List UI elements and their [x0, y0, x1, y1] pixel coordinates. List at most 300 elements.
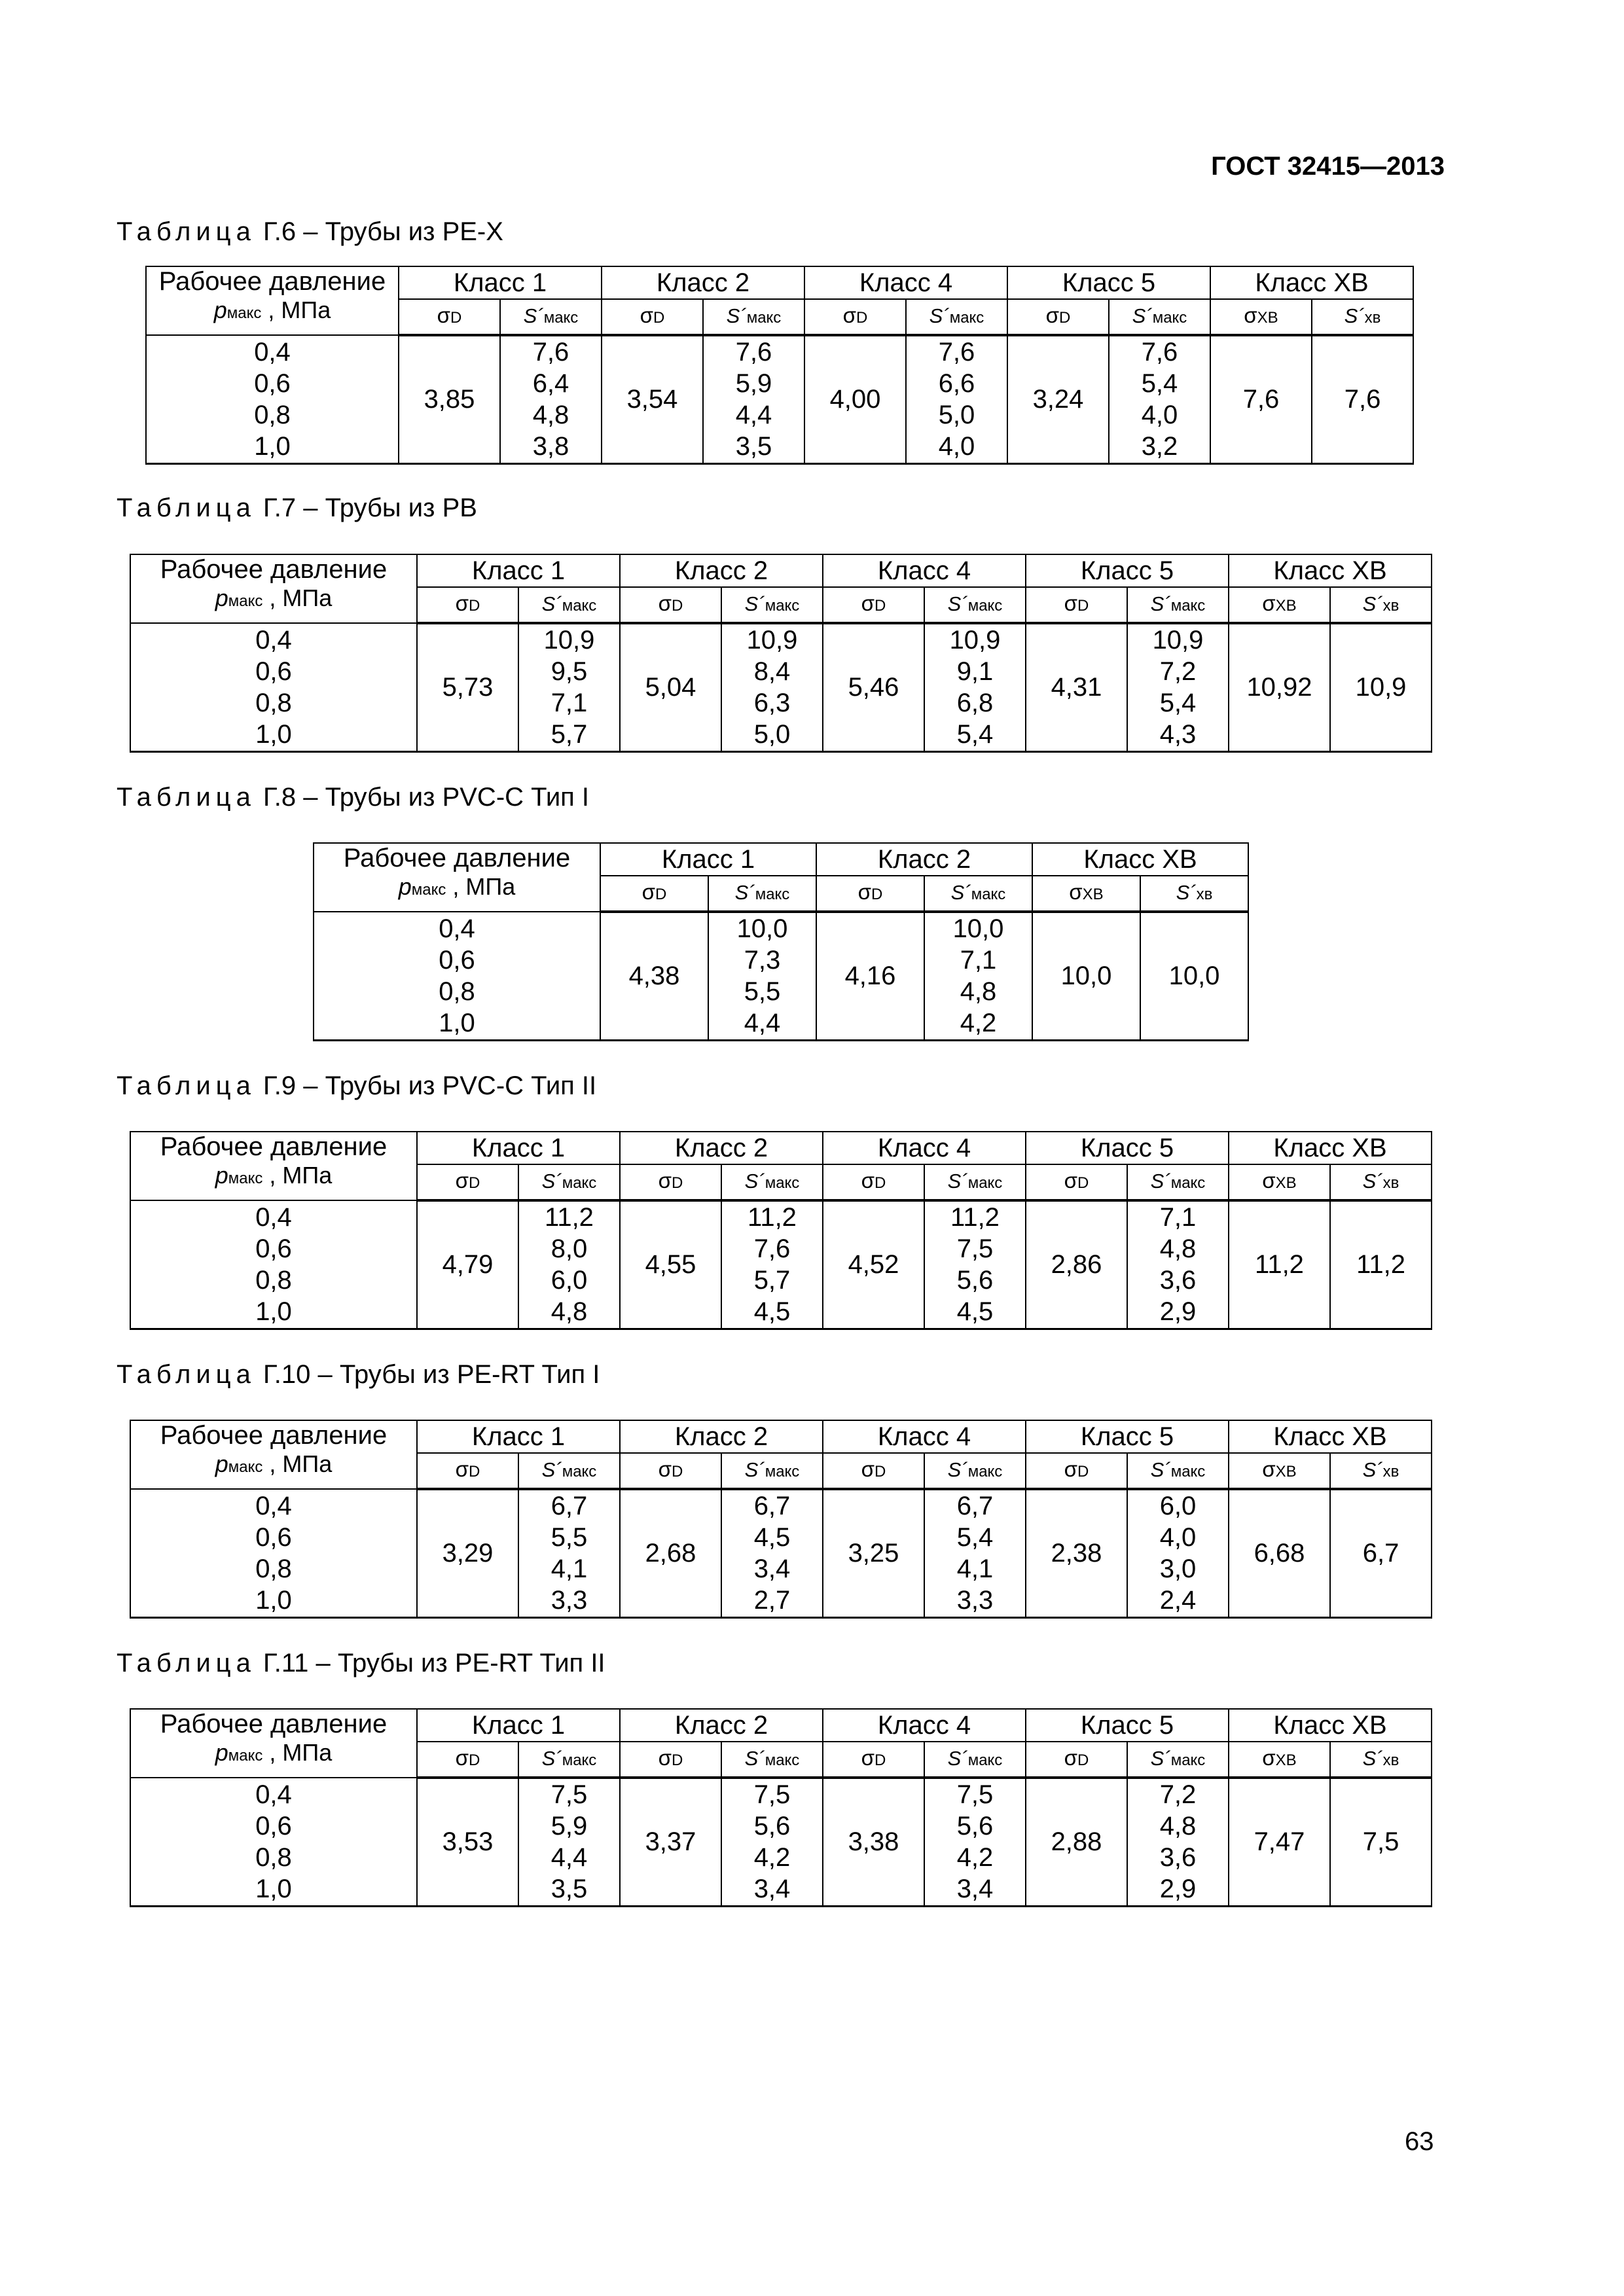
s-subscript: макс [967, 1751, 1003, 1769]
s-prime: ´ [964, 880, 971, 904]
s-max-value: 4,4 [550, 1843, 588, 1873]
s-xb-header-cell [1330, 587, 1432, 623]
pressure-values [130, 623, 417, 751]
s-max-values [1127, 1489, 1229, 1617]
s-max-header-cell [1127, 1164, 1229, 1200]
s-max-value: 7,5 [753, 1780, 791, 1810]
sigma-xb-header [1262, 1747, 1296, 1770]
s-max-values [721, 1489, 823, 1617]
table-row [146, 335, 1413, 463]
s-max-value: 5,0 [753, 720, 791, 749]
table-row [130, 1778, 1432, 1906]
class-header: Класс 5 [1026, 1420, 1229, 1453]
sigma-symbol: σ [658, 1746, 672, 1770]
sigma-d-header [640, 304, 665, 327]
sigma-d-header [861, 592, 886, 615]
s-max-values [703, 335, 804, 463]
s-symbol: S [1150, 1458, 1164, 1481]
s-max-value: 9,5 [550, 657, 588, 687]
class-header: Класс 2 [620, 1709, 823, 1742]
caption-title: – Трубы из PE-RT Тип II [308, 1649, 605, 1677]
s-symbol: S [947, 592, 962, 615]
s-subscript: макс [543, 308, 579, 327]
pressure-symbol: p [215, 1739, 228, 1766]
s-max-header [948, 1747, 1003, 1770]
sigma-xb-header-cell [1229, 587, 1330, 623]
s-max-value: 3,2 [1141, 432, 1178, 461]
s-xb-header-cell [1312, 299, 1413, 335]
s-max-header [524, 304, 579, 327]
pressure-header [130, 554, 417, 623]
sigma-d-header-cell [417, 1164, 518, 1200]
sigma-xb-header [1069, 881, 1103, 904]
sigma-xb-header-cell [1032, 876, 1140, 912]
pressure-symbol: p [215, 584, 228, 611]
s-subscript: макс [1170, 596, 1206, 615]
s-prime: ´ [1376, 592, 1383, 615]
s-max-value: 7,1 [1159, 1203, 1197, 1232]
s-max-values [500, 335, 602, 463]
sigma-d-header-cell [620, 1453, 721, 1489]
s-symbol: S [1150, 1169, 1164, 1193]
sigma-symbol: σ [857, 880, 872, 904]
s-max-value: 6,7 [753, 1492, 791, 1521]
pressure-value: 0,6 [255, 1234, 292, 1263]
pressure-value: 1,0 [255, 1874, 292, 1903]
sigma-xb-header-cell [1229, 1164, 1330, 1200]
s-max-value: 3,6 [1159, 1266, 1197, 1295]
s-max-header [745, 592, 800, 615]
sigma-subscript: D [1077, 1751, 1089, 1769]
sigma-d-value: 4,38 [600, 912, 708, 1040]
class-header: Класс 2 [602, 266, 804, 299]
s-max-value: 5,9 [735, 369, 772, 399]
class-header: Класс 2 [620, 1132, 823, 1164]
sigma-d-header-cell [823, 1453, 924, 1489]
s-max-value: 4,5 [753, 1297, 791, 1327]
caption-title: – Трубы из PVC-C Тип I [296, 783, 590, 812]
sigma-xb-value: 7,47 [1229, 1778, 1330, 1906]
pressure-label: Рабочее давление [160, 555, 388, 584]
s-max-value: 2,4 [1159, 1586, 1197, 1615]
pressure-symbol: p [215, 1450, 228, 1477]
s-max-value: 4,2 [956, 1843, 994, 1873]
s-subscript: макс [967, 1462, 1003, 1480]
s-max-header [948, 1170, 1003, 1193]
header-row [130, 1132, 1432, 1164]
sigma-d-header-cell [417, 587, 518, 623]
sigma-d-header [659, 1458, 683, 1481]
s-xb-value: 7,5 [1330, 1778, 1432, 1906]
s-max-value: 10,9 [543, 626, 595, 655]
s-max-header [1151, 592, 1206, 615]
sigma-d-value: 4,00 [804, 335, 906, 463]
sigma-d-header [861, 1747, 886, 1770]
s-xb-header [1344, 304, 1381, 327]
sigma-d-header-cell [1026, 1742, 1127, 1778]
sigma-d-value: 5,04 [620, 623, 721, 751]
s-max-values [924, 623, 1026, 751]
class-header: Класс 1 [600, 843, 816, 876]
sigma-d-value: 3,37 [620, 1778, 721, 1906]
s-max-value: 7,6 [1141, 338, 1178, 367]
s-max-header-cell [518, 1742, 620, 1778]
sigma-d-header [659, 592, 683, 615]
sigma-d-header [1064, 1170, 1089, 1193]
sigma-d-header-cell [600, 876, 708, 912]
s-subscript: хв [1382, 596, 1399, 615]
s-prime: ´ [748, 880, 755, 904]
class-xb-header: Класс ХВ [1032, 843, 1248, 876]
s-subscript: хв [1382, 1462, 1399, 1480]
s-max-header [948, 592, 1003, 615]
sigma-d-header [843, 304, 868, 327]
pressure-header [130, 1132, 417, 1200]
s-max-value: 6,6 [938, 369, 975, 399]
sigma-xb-header-cell [1229, 1742, 1330, 1778]
s-symbol: S [744, 592, 759, 615]
s-max-values [1127, 623, 1229, 751]
document-title: ГОСТ 32415—2013 [1211, 152, 1445, 181]
sigma-d-header [456, 1747, 480, 1770]
sigma-subscript: D [672, 1463, 683, 1480]
s-xb-header [1363, 1747, 1399, 1770]
s-symbol: S [523, 304, 537, 327]
sigma-d-value: 2,38 [1026, 1489, 1127, 1617]
s-xb-value: 6,7 [1330, 1489, 1432, 1617]
s-max-value: 5,5 [744, 977, 781, 1007]
s-symbol: S [541, 1458, 556, 1481]
s-prime: ´ [1164, 592, 1171, 615]
sigma-subscript: D [875, 597, 886, 615]
pressure-header [146, 266, 399, 335]
s-max-value: 7,1 [550, 689, 588, 718]
s-max-value: 10,0 [952, 914, 1004, 944]
s-max-value: 4,1 [956, 1554, 994, 1584]
sigma-d-header [861, 1170, 886, 1193]
s-max-value: 8,4 [753, 657, 791, 687]
sigma-xb-header [1262, 1458, 1296, 1481]
pressure-value: 0,6 [254, 368, 291, 398]
sigma-d-header [456, 1170, 480, 1193]
s-max-value: 5,5 [550, 1523, 588, 1552]
sigma-d-header [456, 1458, 480, 1481]
s-prime: ´ [961, 592, 968, 615]
s-max-value: 3,6 [1159, 1843, 1197, 1873]
s-max-value: 3,4 [753, 1554, 791, 1584]
s-max-value: 4,8 [960, 977, 997, 1007]
s-subscript: хв [1382, 1174, 1399, 1192]
sigma-subscript: D [1077, 1174, 1089, 1192]
class-header: Класс 4 [823, 1709, 1026, 1742]
s-max-header-cell [1109, 299, 1210, 335]
pressure-symbol-line [131, 584, 416, 616]
page-number: 63 [1405, 2127, 1434, 2156]
s-max-values [708, 912, 816, 1040]
s-max-values [1127, 1778, 1229, 1906]
caption-prefix: Таблица [117, 1649, 256, 1677]
pressure-symbol-line [131, 1161, 416, 1193]
pressure-symbol: p [398, 873, 412, 900]
pressure-values [130, 1489, 417, 1617]
s-max-header-cell [708, 876, 816, 912]
sigma-symbol: σ [1064, 1168, 1078, 1193]
s-max-header-cell [518, 587, 620, 623]
sigma-d-value: 5,46 [823, 623, 924, 751]
caption-number: Г.9 [255, 1071, 297, 1100]
sigma-xb-header [1262, 1170, 1296, 1193]
class-header: Класс 2 [816, 843, 1032, 876]
class-header: Класс 1 [417, 1709, 620, 1742]
pressure-value: 0,6 [439, 945, 475, 975]
pressure-subscript: макс [411, 881, 446, 899]
s-max-header-cell [721, 1164, 823, 1200]
sigma-subscript: D [672, 1174, 683, 1192]
s-max-values [906, 335, 1007, 463]
class-header: Класс 5 [1026, 1132, 1229, 1164]
s-subscript: хв [1196, 885, 1213, 903]
s-prime: ´ [943, 304, 950, 327]
s-subscript: макс [765, 1174, 800, 1192]
s-max-values [1109, 335, 1210, 463]
s-symbol: S [1344, 304, 1358, 327]
s-prime: ´ [537, 304, 544, 327]
table-caption [117, 493, 477, 523]
s-max-value: 7,5 [956, 1234, 994, 1264]
sigma-d-value: 3,54 [602, 335, 703, 463]
data-table [145, 266, 1414, 465]
sigma-xb-header [1244, 304, 1278, 327]
pressure-unit: , МПа [262, 584, 333, 611]
s-max-value: 4,8 [1159, 1234, 1197, 1264]
s-max-header [1151, 1170, 1206, 1193]
s-prime: ´ [758, 1169, 765, 1193]
s-max-header-cell [924, 1742, 1026, 1778]
header-row [146, 266, 1413, 299]
sigma-d-header-cell [1026, 1453, 1127, 1489]
s-max-header-cell [1127, 1453, 1229, 1489]
sigma-d-header-cell [816, 876, 924, 912]
table-caption [117, 1649, 605, 1678]
s-prime: ´ [758, 1746, 765, 1770]
sigma-d-header-cell [620, 1742, 721, 1778]
sigma-d-header-cell [1026, 587, 1127, 623]
class-xb-header: Класс ХВ [1229, 1420, 1432, 1453]
header-row [130, 1709, 1432, 1742]
sigma-symbol: σ [455, 1746, 469, 1770]
sigma-d-header [1064, 592, 1089, 615]
s-symbol: S [1150, 592, 1164, 615]
pressure-values [314, 912, 600, 1040]
pressure-values [130, 1778, 417, 1906]
table-caption [117, 783, 589, 812]
s-max-value: 10,9 [746, 626, 798, 655]
s-max-header-cell [721, 1453, 823, 1489]
s-max-header [542, 1458, 597, 1481]
s-max-value: 10,9 [949, 626, 1001, 655]
sigma-symbol: σ [1262, 1168, 1276, 1193]
s-max-values [721, 1778, 823, 1906]
s-max-values [518, 1489, 620, 1617]
header-row [130, 554, 1432, 587]
s-symbol: S [1362, 1169, 1377, 1193]
sigma-d-header [861, 1458, 886, 1481]
sigma-d-header [659, 1747, 683, 1770]
sigma-subscript: D [1077, 597, 1089, 615]
s-max-header [542, 592, 597, 615]
pressure-values [130, 1200, 417, 1329]
sigma-d-value: 4,52 [823, 1200, 924, 1329]
pressure-unit: , МПа [262, 1739, 333, 1766]
pressure-header [130, 1420, 417, 1489]
sigma-symbol: σ [861, 1457, 875, 1481]
s-symbol: S [744, 1169, 759, 1193]
pressure-subscript: макс [228, 1458, 263, 1476]
s-max-value: 7,2 [1159, 657, 1197, 687]
s-subscript: макс [971, 885, 1006, 903]
pressure-symbol: p [213, 296, 227, 323]
s-prime: ´ [1376, 1746, 1383, 1770]
sigma-subscript: XB [1257, 309, 1278, 327]
s-prime: ´ [758, 1458, 765, 1481]
s-symbol: S [1362, 1458, 1377, 1481]
sigma-xb-value: 6,68 [1229, 1489, 1330, 1617]
sigma-d-header [1046, 304, 1071, 327]
s-xb-header-cell [1140, 876, 1248, 912]
s-subscript: макс [562, 596, 597, 615]
pressure-value: 0,6 [255, 1811, 292, 1840]
sigma-d-value: 2,88 [1026, 1778, 1127, 1906]
s-max-values [1127, 1200, 1229, 1329]
s-max-value: 4,2 [753, 1843, 791, 1873]
s-subscript: хв [1364, 308, 1381, 327]
s-max-value: 7,6 [753, 1234, 791, 1264]
s-subscript: макс [967, 596, 1003, 615]
s-max-header [948, 1458, 1003, 1481]
caption-prefix: Таблица [117, 1071, 256, 1100]
sigma-subscript: XB [1275, 1751, 1297, 1769]
sigma-d-value: 5,73 [417, 623, 518, 751]
s-max-header [745, 1458, 800, 1481]
s-max-header-cell [924, 1164, 1026, 1200]
s-xb-header [1363, 592, 1399, 615]
s-symbol: S [1362, 592, 1377, 615]
s-max-header [1132, 304, 1187, 327]
s-xb-value: 11,2 [1330, 1200, 1432, 1329]
s-max-values [924, 1200, 1026, 1329]
s-max-value: 10,9 [1152, 626, 1204, 655]
s-xb-value: 10,9 [1330, 623, 1432, 751]
sigma-d-header-cell [1026, 1164, 1127, 1200]
pressure-unit: , МПа [262, 1162, 333, 1189]
data-table [130, 1131, 1432, 1330]
sigma-d-header-cell [1007, 299, 1109, 335]
pressure-header [314, 843, 600, 912]
sigma-symbol: σ [455, 1457, 469, 1481]
sigma-d-header [437, 304, 462, 327]
s-prime: ´ [555, 1458, 562, 1481]
s-max-header [1151, 1747, 1206, 1770]
sigma-d-value: 2,86 [1026, 1200, 1127, 1329]
table-row [130, 623, 1432, 751]
sigma-d-value: 3,38 [823, 1778, 924, 1906]
s-max-value: 4,1 [550, 1554, 588, 1584]
class-header: Класс 4 [823, 554, 1026, 587]
sigma-symbol: σ [1244, 303, 1257, 327]
s-max-header-cell [703, 299, 804, 335]
s-prime: ´ [1189, 880, 1197, 904]
sigma-xb-header [1262, 592, 1296, 615]
sigma-symbol: σ [1262, 591, 1276, 615]
sigma-d-header [1064, 1458, 1089, 1481]
s-max-value: 6,0 [550, 1266, 588, 1295]
pressure-value: 0,8 [254, 400, 291, 429]
data-table [130, 554, 1432, 753]
s-xb-value: 10,0 [1140, 912, 1248, 1040]
s-max-value: 2,9 [1159, 1874, 1197, 1904]
sigma-d-value: 3,29 [417, 1489, 518, 1617]
s-subscript: макс [755, 885, 790, 903]
s-subscript: макс [562, 1751, 597, 1769]
s-max-value: 5,6 [753, 1812, 791, 1841]
pressure-subscript: макс [228, 1170, 263, 1187]
s-max-header [727, 304, 782, 327]
s-max-value: 6,7 [956, 1492, 994, 1521]
pressure-value: 1,0 [255, 1297, 292, 1326]
pressure-value: 1,0 [439, 1008, 475, 1037]
sigma-d-value: 3,85 [399, 335, 500, 463]
s-max-header-cell [924, 587, 1026, 623]
s-max-header [542, 1747, 597, 1770]
s-max-value: 6,0 [1159, 1492, 1197, 1521]
s-max-header-cell [721, 587, 823, 623]
table-row [130, 1200, 1432, 1329]
sigma-xb-header-cell [1229, 1453, 1330, 1489]
s-max-values [518, 623, 620, 751]
s-max-value: 3,8 [532, 432, 569, 461]
s-xb-header-cell [1330, 1164, 1432, 1200]
s-subscript: макс [562, 1174, 597, 1192]
pressure-header [130, 1709, 417, 1778]
s-prime: ´ [1376, 1169, 1383, 1193]
sigma-subscript: D [1059, 309, 1071, 327]
s-max-value: 3,4 [956, 1874, 994, 1904]
s-max-value: 7,2 [1159, 1780, 1197, 1810]
s-max-value: 8,0 [550, 1234, 588, 1264]
class-xb-header: Класс ХВ [1229, 1709, 1432, 1742]
s-max-value: 4,5 [956, 1297, 994, 1327]
s-max-values [924, 912, 1032, 1040]
s-max-value: 4,0 [1159, 1523, 1197, 1552]
s-max-value: 6,7 [550, 1492, 588, 1521]
s-symbol: S [947, 1458, 962, 1481]
s-symbol: S [1362, 1746, 1377, 1770]
pressure-label: Рабочее давление [160, 1132, 388, 1161]
s-symbol: S [541, 1169, 556, 1193]
s-max-value: 5,7 [753, 1266, 791, 1295]
sigma-subscript: D [856, 309, 868, 327]
sigma-d-header [659, 1170, 683, 1193]
s-prime: ´ [740, 304, 747, 327]
s-subscript: макс [949, 308, 984, 327]
sigma-symbol: σ [437, 303, 451, 327]
s-max-value: 5,4 [1159, 689, 1197, 718]
s-max-value: 2,9 [1159, 1297, 1197, 1327]
sigma-d-value: 4,31 [1026, 623, 1127, 751]
s-max-header-cell [518, 1453, 620, 1489]
s-subscript: макс [1170, 1751, 1206, 1769]
sigma-symbol: σ [641, 880, 656, 904]
